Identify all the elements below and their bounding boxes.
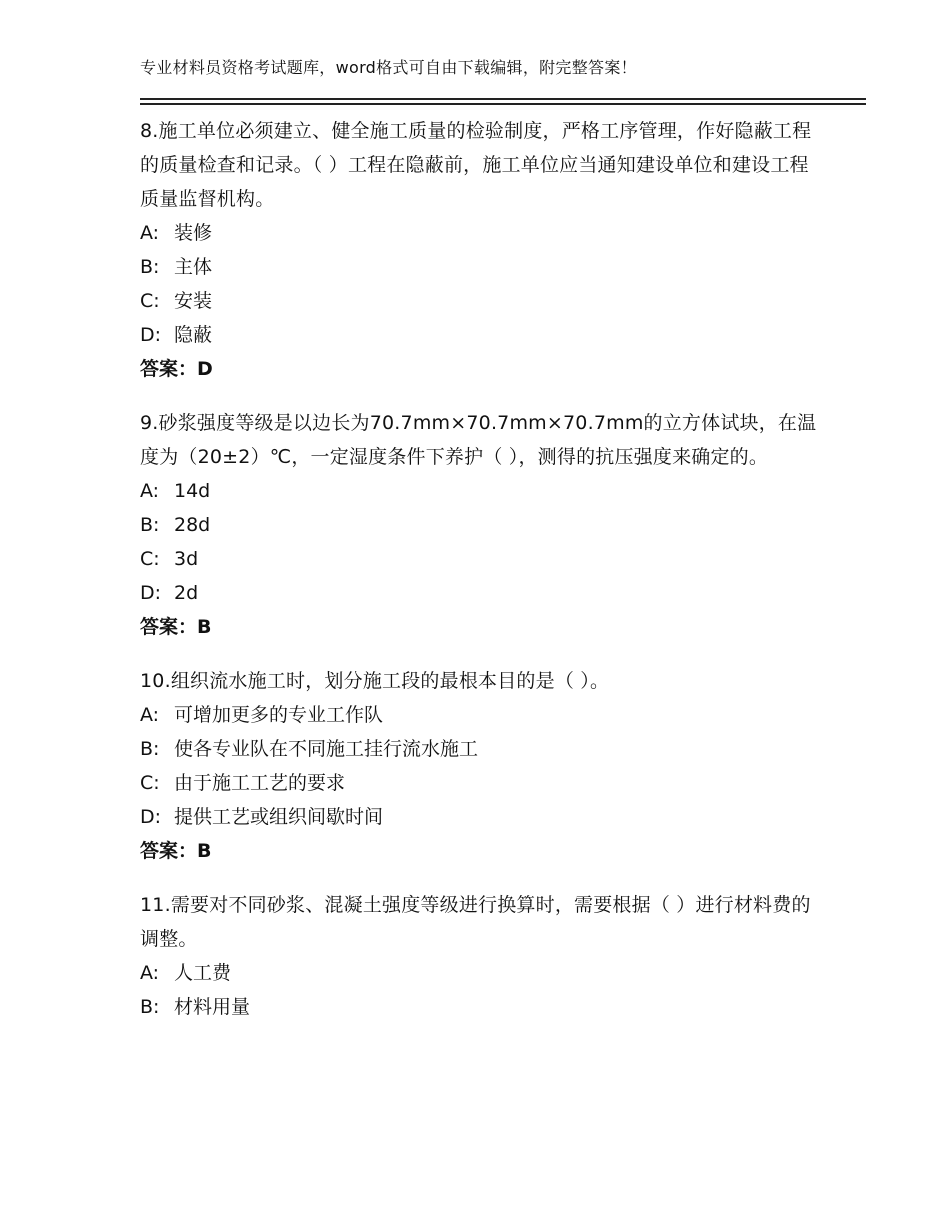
option-b [140,250,820,284]
option-d [140,800,820,834]
option-letter: A: [140,962,160,984]
option-letter: C: [140,548,160,570]
question-11 [140,888,820,1024]
option-text: 材料用量 [174,996,251,1018]
question-9 [140,406,820,644]
option-d [140,318,820,352]
option-letter: D: [140,582,162,604]
question-list [140,114,820,1044]
option-letter: B: [140,738,160,760]
option-c [140,284,820,318]
header-note: 专业材料员资格考试题库，word格式可自由下载编辑，附完整答案！ [140,58,637,77]
option-b [140,508,820,542]
option-text: 提供工艺或组织间歇时间 [174,806,384,828]
question-8 [140,114,820,386]
option-letter: C: [140,290,160,312]
question-text: 11.需要对不同砂浆、混凝土强度等级进行换算时，需要根据（ ）进行材料费的调整。 [140,894,811,950]
option-text: 28d [174,514,211,536]
option-a [140,698,820,732]
question-text: 10.组织流水施工时，划分施工段的最根本目的是（ ）。 [140,670,610,692]
option-a [140,956,820,990]
option-letter: A: [140,222,160,244]
option-letter: B: [140,256,160,278]
option-b [140,990,820,1024]
option-letter: A: [140,480,160,502]
option-text: 人工费 [174,962,232,984]
option-c [140,766,820,800]
option-a [140,474,820,508]
option-letter: C: [140,772,160,794]
option-text: 可增加更多的专业工作队 [174,704,384,726]
question-10 [140,664,820,868]
option-c [140,542,820,576]
option-letter: B: [140,996,160,1018]
option-text: 14d [174,480,211,502]
option-text: 由于施工工艺的要求 [174,772,346,794]
question-text: 9.砂浆强度等级是以边长为70.7mm×70.7mm×70.7mm的立方体试块，在温度为（20±2）℃，一定湿度条件下养护（ ），测得的抗压强度来确定的。 [140,412,817,468]
header-divider-top [140,98,866,100]
option-a [140,216,820,250]
option-letter: D: [140,806,162,828]
answer-line: 答案：D [140,358,213,380]
header-divider-bottom [140,103,866,105]
option-text: 使各专业队在不同施工挂行流水施工 [174,738,479,760]
option-letter: A: [140,704,160,726]
option-b [140,732,820,766]
option-letter: D: [140,324,162,346]
question-text: 8.施工单位必须建立、健全施工质量的检验制度，严格工序管理，作好隐蔽工程的质量检查和记录。（ ）工程在隐蔽前，施工单位应当通知建设单位和建设工程质量监督机构。 [140,120,812,210]
answer-line: 答案：B [140,616,212,638]
option-text: 隐蔽 [174,324,213,346]
option-d [140,576,820,610]
option-text: 装修 [174,222,213,244]
option-text: 2d [174,582,199,604]
answer-line: 答案：B [140,840,212,862]
option-text: 3d [174,548,199,570]
option-text: 主体 [174,256,213,278]
option-letter: B: [140,514,160,536]
option-text: 安装 [174,290,213,312]
